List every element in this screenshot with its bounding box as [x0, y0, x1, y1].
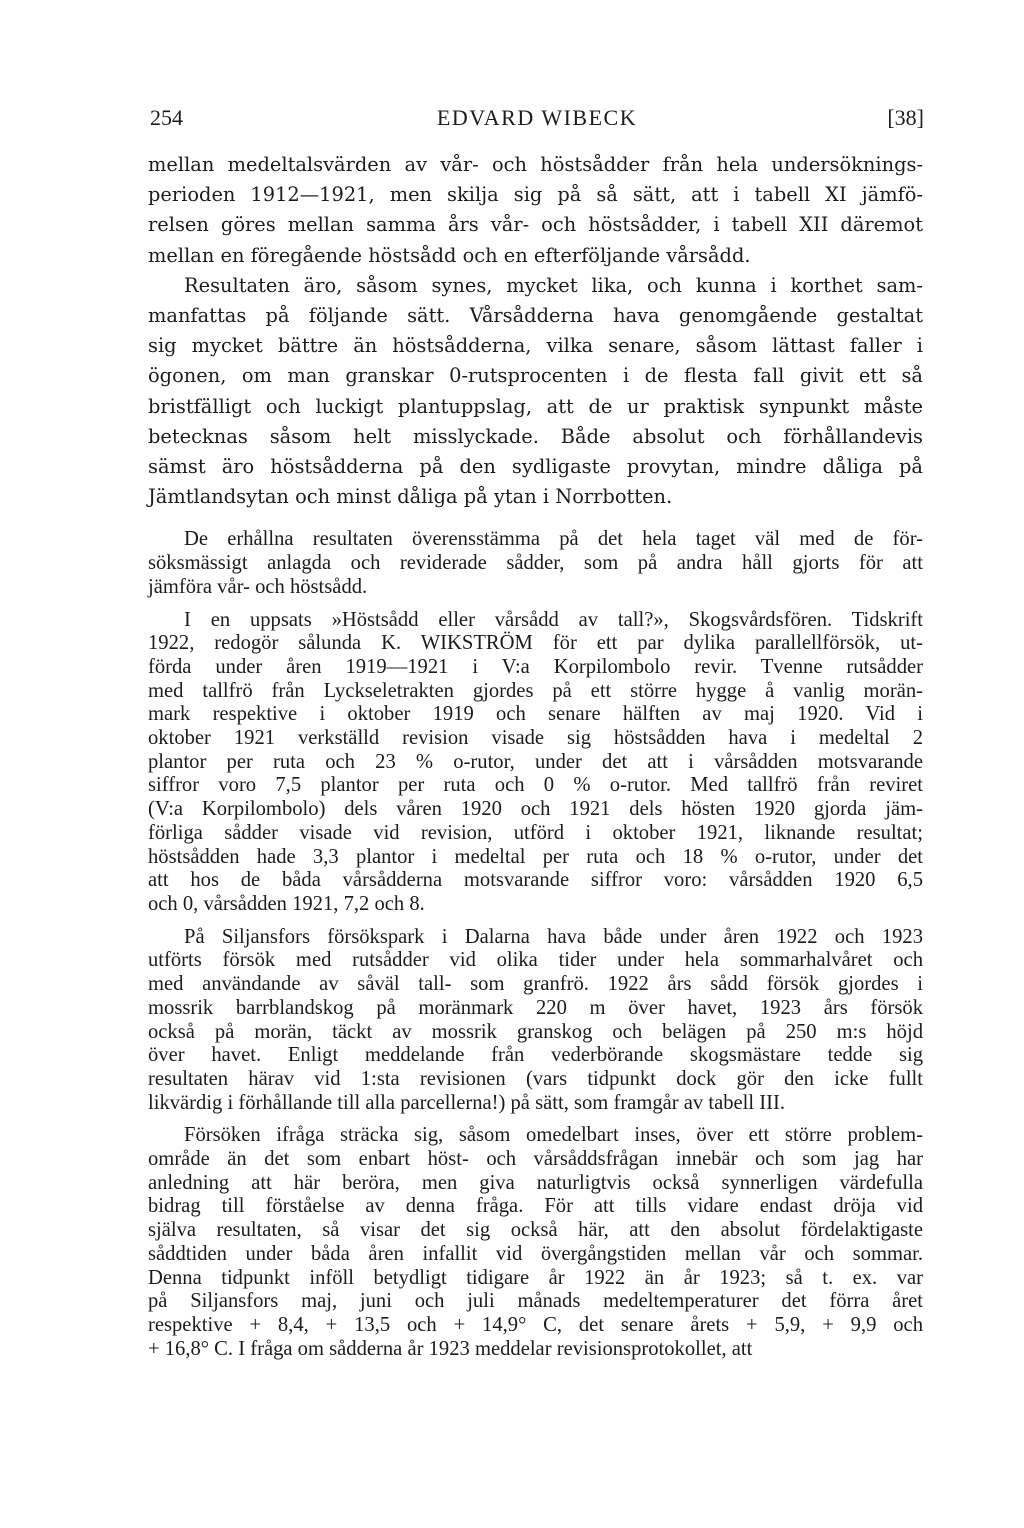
paragraph [148, 271, 923, 513]
text-line: själva resultaten, så visar det sig också här, att den absolut fördelaktigaste [148, 1219, 923, 1242]
text-line: höstsådden hade 3,3 plantor i medeltal per ruta och 18 % o-rutor, under det [148, 845, 923, 868]
text-line: likvärdig i förhållande till alla parcellerna!) på sätt, som framgår av tabell III. [148, 1091, 785, 1114]
text-line: 1922, redogör sålunda K. WIKSTRÖM för ett par dylika parallellförsök, ut- [148, 632, 923, 655]
text-line: manfattas på följande sätt. Vårsådderna hava genomgående gestaltat [148, 304, 923, 328]
text-line: över havet. Enligt meddelande från vederbörande skogsmästare tedde sig [148, 1044, 923, 1067]
section-number: [38] [887, 105, 924, 130]
paragraph [148, 150, 923, 271]
text-line: på Siljansfors maj, juni och juli månads medeltemperaturer det förra året [148, 1290, 923, 1313]
text-line: + 16,8° C. I fråga om sådderna år 1923 meddelar revisionsprotokollet, att [148, 1337, 753, 1360]
text-line: bristfälligt och luckigt plantuppslag, att de ur praktisk synpunkt måste [148, 394, 923, 418]
text-line: På Siljansfors försökspark i Dalarna hava både under åren 1922 och 1923 [184, 925, 923, 948]
text-line: relsen göres mellan samma års vår- och höstsådder, i tabell XII däremot [148, 213, 923, 237]
text-line: betecknas såsom helt misslyckade. Både absolut och förhållandevis [148, 424, 923, 448]
text-line: Jämtlandsytan och minst dåliga på ytan i Norrbotten. [148, 485, 673, 509]
text-line: också på morän, täckt av mossrik granskog och belägen på 250 m:s höjd [148, 1020, 923, 1043]
text-line: såddtiden under båda åren infallit vid övergångstiden mellan vår och sommar. [148, 1242, 923, 1265]
text-line: och 0, vårsådden 1921, 7,2 och 8. [148, 892, 425, 915]
text-line: mark respektive i oktober 1919 och senare hälften av maj 1920. Vid i [148, 703, 923, 726]
paragraph-gap [148, 600, 923, 609]
text-line: mossrik barrblandskog på moränmark 220 m över havet, 1923 års försök [148, 996, 923, 1019]
text-line: Resultaten äro, såsom synes, mycket lika, och kunna i korthet sam- [184, 273, 923, 297]
paragraph-gap [148, 1115, 923, 1124]
text-line: mellan en föregående höstsådd och en efterföljande vårsådd. [148, 243, 751, 267]
text-line: med tallfrö från Lyckseletrakten gjordes på ett större hygge å vanlig morän- [148, 679, 923, 702]
text-line: I en uppsats »Höstsådd eller vårsådd av tall?», Skogsvårdsfören. Tidskrift [184, 608, 923, 631]
page-body [148, 150, 923, 1361]
paragraph [148, 926, 923, 1116]
text-line: mellan medeltalsvärden av vår- och höstsådder från hela undersöknings- [148, 153, 923, 176]
paragraph [148, 528, 923, 599]
text-line: med användande av såväl tall- som granfrö. 1922 års sådd försök gjordes i [148, 973, 923, 996]
text-line: att hos de båda vårsådderna motsvarande siffror voro: vårsådden 1920 6,5 [148, 869, 923, 892]
paragraph [148, 609, 923, 917]
text-line: plantor per ruta och 23 % o-rutor, under det att i vårsådden motsvarande [148, 750, 923, 773]
text-line: sämst äro höstsådderna på den sydligaste provytan, mindre dåliga på [148, 455, 923, 479]
paragraph [148, 1124, 923, 1361]
page-header [150, 101, 924, 135]
text-line: söksmässigt anlagda och reviderade sådder, som på andra håll gjorts för att [148, 552, 923, 575]
text-line: De erhållna resultaten överensstämma på det hela taget väl med de för- [184, 528, 923, 551]
paragraph-gap [148, 512, 923, 528]
text-line: respektive + 8,4, + 13,5 och + 14,9° C, det senare årets + 5,9, + 9,9 och [148, 1313, 923, 1336]
text-line: jämföra vår- och höstsådd. [148, 575, 368, 598]
text-line: Försöken ifråga sträcka sig, såsom omedelbart inses, över ett större problem- [184, 1124, 923, 1147]
text-line: förliga sådder visade vid revision, utförd i oktober 1921, liknande resultat; [148, 821, 923, 844]
text-line: ögonen, om man granskar 0-rutsprocenten i de flesta fall givit ett så [148, 364, 923, 388]
text-line: förda under åren 1919—1921 i V:a Korpilombolo revir. Tvenne rutsådder [148, 655, 923, 678]
text-line: resultaten härav vid 1:sta revisionen (vars tidpunkt dock gör den icke fullt [148, 1067, 923, 1090]
text-line: område än det som enbart höst- och vårsåddsfrågan innebär och som jag har [148, 1148, 923, 1171]
text-line: anledning att här beröra, men giva naturligtvis också synnerligen värdefulla [148, 1171, 923, 1194]
text-line: sig mycket bättre än höstsådderna, vilka senare, såsom lättast faller i [148, 334, 923, 358]
text-line: oktober 1921 verkställd revision visade sig höstsådden hava i medeltal 2 [148, 727, 923, 750]
page-number: 254 [150, 105, 183, 130]
text-line: Denna tidpunkt inföll betydligt tidigare år 1922 än år 1923; så t. ex. var [148, 1266, 923, 1289]
text-line: perioden 1912—1921, men skilja sig på så sätt, att i tabell XI jämfö- [148, 183, 923, 207]
text-line: bidrag till förståelse av denna fråga. För att tills vidare endast dröja vid [148, 1195, 923, 1218]
paragraph-gap [148, 917, 923, 926]
text-line: (V:a Korpilombolo) dels våren 1920 och 1921 dels hösten 1920 gjorda jäm- [148, 798, 923, 821]
text-line: siffror voro 7,5 plantor per ruta och 0 % o-rutor. Med tallfrö från reviret [148, 774, 923, 797]
text-line: utförts försök med rutsådder vid olika tider under hela sommarhalvåret och [148, 949, 923, 972]
running-title: EDVARD WIBECK [436, 105, 638, 130]
